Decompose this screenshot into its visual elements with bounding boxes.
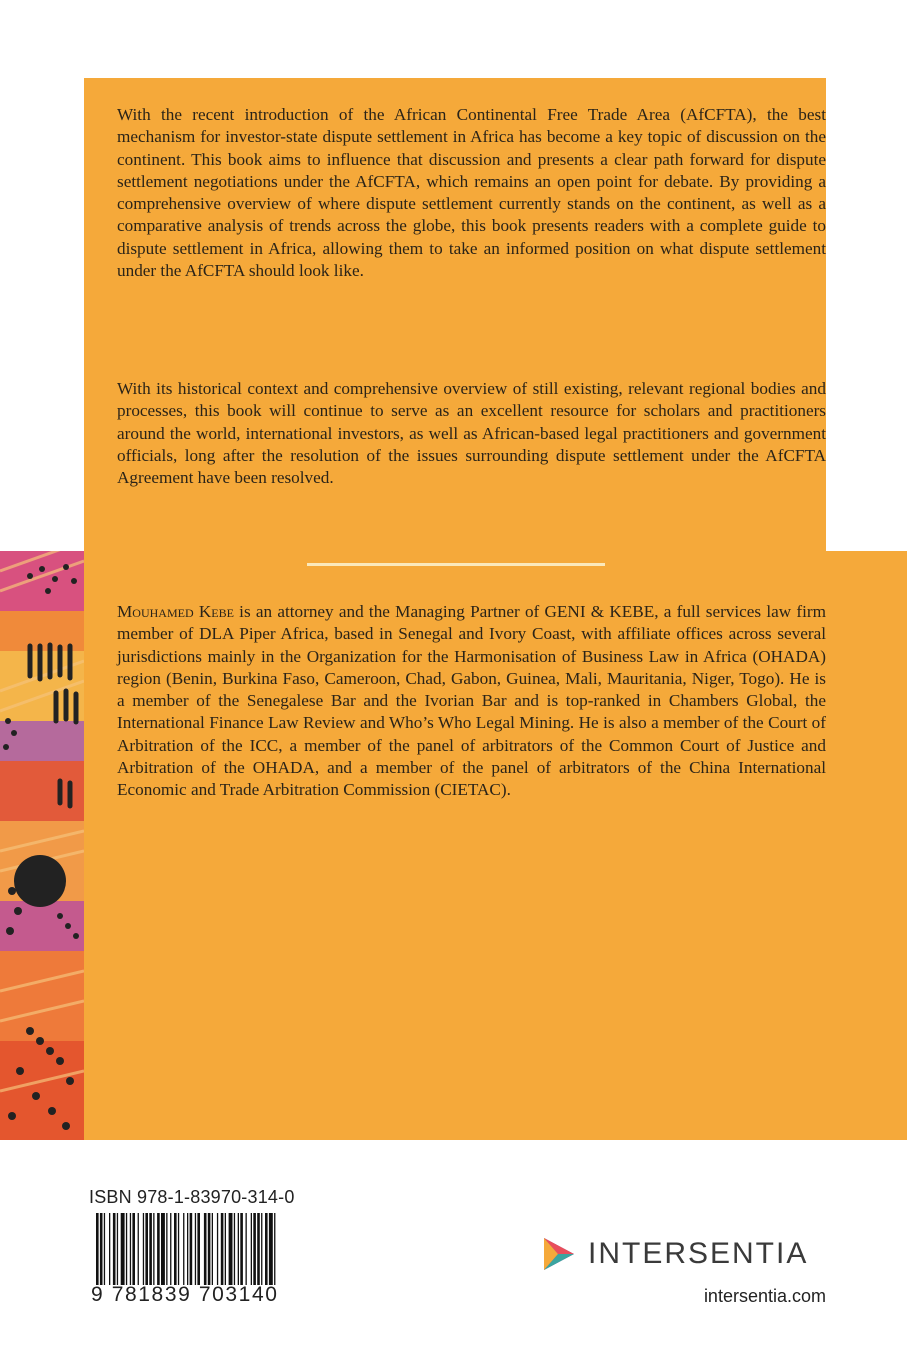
description-paragraph-2: With its historical context and comprehensive overview of still existing, relevant regional bodies and processes, this book will continue to serve as an excellent resource for scholars and practitioners around the world, international investors, as well as African-based legal practitioners and government officials, long after the resolution of the issues surrounding dispute settlement under the AfCFTA Agreement have been resolved.: [117, 379, 826, 488]
barcode-digits: 9 781839 703140: [91, 1283, 279, 1306]
barcode-bar: [251, 1213, 252, 1285]
barcode-bar: [257, 1213, 260, 1285]
barcode-bar: [217, 1213, 218, 1285]
author-bio: [117, 601, 826, 802]
author-bio-text: is an attorney and the Managing Partner of GENI & KEBE, a full services law firm member of DLA Piper Africa, based in Senegal and Ivory Coast, with affiliate offices across several jurisdictions mainly in the Organization for the Harmonisation of Business Law in Africa (OHADA) region (Benin, Burkina Faso, Cameroon, Chad, Gabon, Guinea, Mali, Mauritania, Niger, Togo). He is a member of the Senegalese Bar and the Ivorian Bar and is top-ranked in Chambers Global, the International Finance Law Review and Who’s Who Legal Mining. He is also a member of the Court of Arbitration of the ICC, a member of the panel of arbitrators of the Common Court of Justice and Arbitration of the OHADA, and a member of the panel of arbitrators of the China International Economic and Trade Arbitration Commission (CIETAC).: [117, 602, 826, 800]
barcode-bar: [178, 1213, 179, 1285]
barcode-bar: [166, 1213, 167, 1285]
barcode: [96, 1213, 278, 1285]
barcode-bar: [229, 1213, 233, 1285]
barcode-bar: [174, 1213, 177, 1285]
barcode-bar: [208, 1213, 211, 1285]
barcode-bar: [121, 1213, 125, 1285]
barcode-bar: [100, 1213, 103, 1285]
barcode-bar: [204, 1213, 207, 1285]
barcode-bar: [143, 1213, 144, 1285]
barcode-bar: [253, 1213, 256, 1285]
barcode-bar: [212, 1213, 213, 1285]
barcode-bar: [149, 1213, 152, 1285]
barcode-bar: [238, 1213, 239, 1285]
barcode-bar: [269, 1213, 273, 1285]
barcode-bar: [117, 1213, 118, 1285]
decorative-artwork-strip: [0, 551, 84, 1140]
barcode-bar: [157, 1213, 160, 1285]
publisher-name: INTERSENTIA: [588, 1237, 809, 1270]
barcode-bar: [183, 1213, 184, 1285]
barcode-bar: [246, 1213, 247, 1285]
barcode-bar: [221, 1213, 224, 1285]
section-divider: [307, 563, 605, 566]
barcode-bar: [132, 1213, 135, 1285]
barcode-bar: [104, 1213, 105, 1285]
barcode-bar: [265, 1213, 268, 1285]
barcode-bar: [234, 1213, 235, 1285]
barcode-bar: [187, 1213, 188, 1285]
barcode-bar: [225, 1213, 226, 1285]
barcode-bar: [195, 1213, 196, 1285]
barcode-bar: [161, 1213, 165, 1285]
barcode-bar: [126, 1213, 127, 1285]
barcode-bar: [274, 1213, 275, 1285]
barcode-bar: [197, 1213, 200, 1285]
description-paragraph-1: With the recent introduction of the African Continental Free Trade Area (AfCFTA), the best mechanism for investor-state dispute settlement in Africa has become a key topic of discussion on the continent. This book aims to influence that discussion and presents a clear path forward for dispute settlement negotiations under the AfCFTA, which remains an open point for debate. By providing a comprehensive overview of where dispute settlement currently stands on the continent, as well as a comparative analysis of trends across the globe, this book presents readers with a complete guide to dispute settlement in Africa, allowing them to take an informed position on what dispute settlement under the AfCFTA should look like.: [117, 105, 826, 281]
barcode-bar: [240, 1213, 243, 1285]
barcode-bar: [170, 1213, 171, 1285]
barcode-bar: [113, 1213, 116, 1285]
publisher-url: intersentia.com: [703, 1286, 826, 1306]
barcode-bar: [190, 1213, 193, 1285]
barcode-bar: [138, 1213, 139, 1285]
author-name: Mouhamed Kebe: [117, 602, 234, 621]
barcode-bar: [130, 1213, 131, 1285]
barcode-bar: [145, 1213, 148, 1285]
isbn-label: ISBN 978-1-83970-314-0: [89, 1187, 295, 1207]
intersentia-logo-icon: [540, 1234, 578, 1274]
barcode-bar: [96, 1213, 99, 1285]
barcode-bar: [109, 1213, 110, 1285]
barcode-bar: [153, 1213, 154, 1285]
barcode-bar: [261, 1213, 262, 1285]
publisher-brand: [540, 1232, 808, 1276]
